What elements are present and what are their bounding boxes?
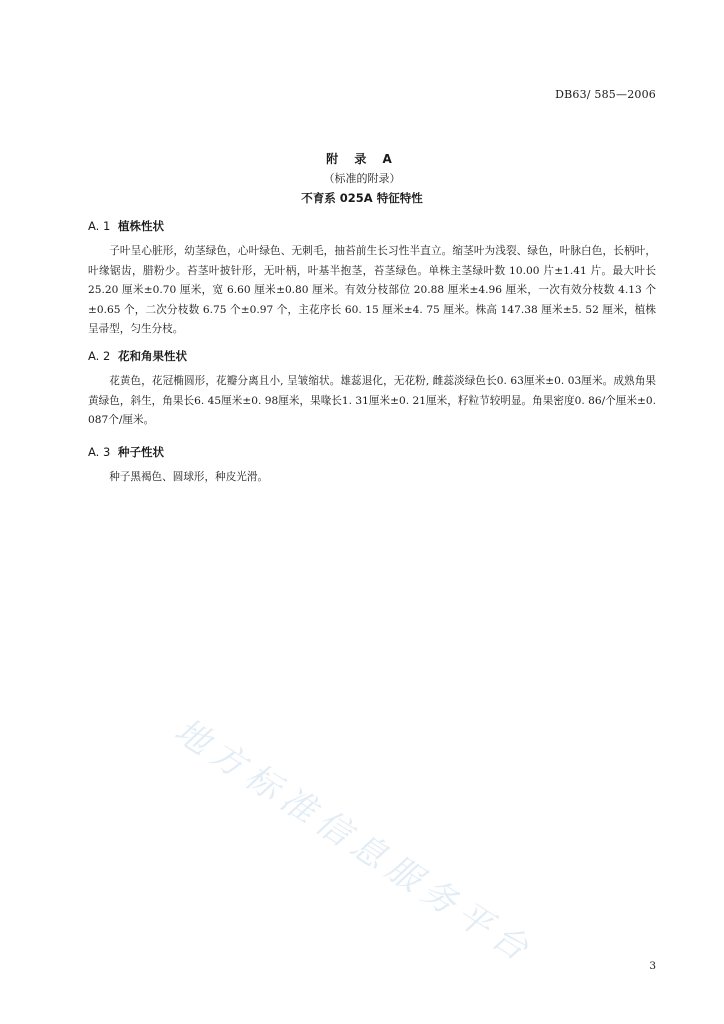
appendix-title: 附 录 A [326, 152, 398, 166]
section-heading [88, 218, 656, 238]
section-number: A. 2 [88, 349, 111, 363]
page-number: 3 [649, 960, 656, 972]
watermark: 地方标准信息服务平台 [167, 710, 542, 973]
section-title: 植株性状 [118, 219, 164, 233]
appendix-heading: 不育系 025A 特征特性 [301, 191, 423, 205]
section-heading [88, 348, 656, 368]
section-flower-pod-traits [88, 348, 656, 431]
section-title: 种子性状 [118, 445, 164, 459]
document-code: DB63/ 585—2006 [555, 88, 656, 101]
section-number: A. 3 [88, 445, 111, 459]
section-paragraph: 种子黑褐色、圆球形，种皮光滑。 [109, 471, 269, 483]
section-paragraph: 花黄色，花冠椭圆形，花瓣分离且小, 呈皱缩状。雄蕊退化，无花粉, 雌蕊淡绿色长0. 63厘米±0. 03厘米。成熟角果黄绿色，斜生，角果长6. 45厘米±0. 98厘米，果喙长1. 31厘米±0. 21厘米，籽粒节较明显。角果密度0. 86/个厘米±0. 087个/厘米。 [88, 375, 656, 426]
section-heading [88, 444, 656, 464]
section-seed-traits [88, 444, 656, 488]
section-paragraph: 子叶呈心脏形，幼茎绿色，心叶绿色、无刺毛，抽苔前生长习性半直立。缩茎叶为浅裂、绿色，叶脉白色，长柄叶，叶缘锯齿，腊粉少。苔茎叶披针形，无叶柄，叶基半抱茎，苔茎绿色。单株主茎绿叶数 10.00 片±1.41 片。最大叶长 25.20 厘米±0.70 厘米，宽 6.60 厘米±0.80 厘米。有效分枝部位 20.88 厘米±4.96 厘米，一次有效分枝数 4.13 个±0.65 个，二次分枝数 6.75 个±0.97 个，主花序长 60. 15 厘米±4. 75 厘米。株高 147.38 厘米±5. 52 厘米，植株呈帚型，匀生分枝。 [88, 245, 656, 335]
section-title: 花和角果性状 [118, 349, 187, 363]
section-plant-traits [88, 218, 656, 340]
appendix-subtitle: （标准的附录） [323, 172, 401, 185]
section-number: A. 1 [88, 219, 111, 233]
